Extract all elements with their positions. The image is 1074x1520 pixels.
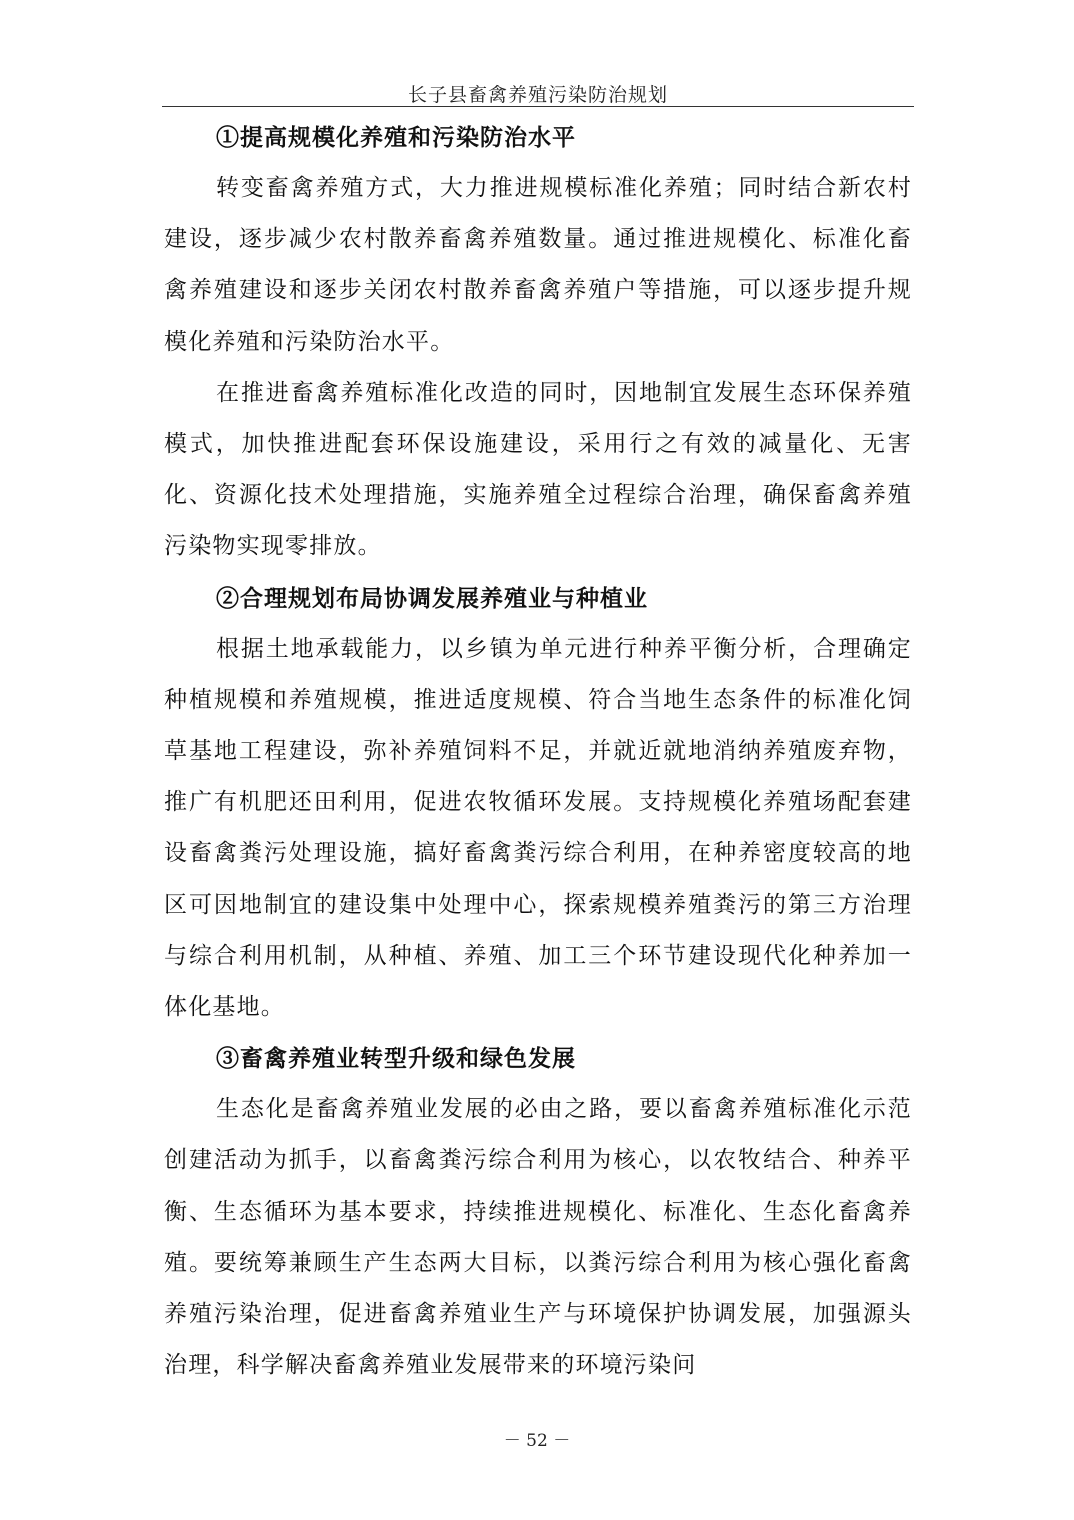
page-number: － 52 －: [503, 1431, 571, 1451]
paragraph-1: 转变畜禽养殖方式，大力推进规模标准化养殖；同时结合新农村建设，逐步减少农村散养畜禽养殖数量。通过推进规模化、标准化畜禽养殖建设和逐步关闭农村散养畜禽养殖户等措施，可以逐步提升规模化养殖和污染防治水平。: [164, 175, 912, 355]
paragraph-3: 根据土地承载能力，以乡镇为单元进行种养平衡分析，合理确定种植规模和养殖规模，推进适度规模、符合当地生态条件的标准化饲草基地工程建设，弥补养殖饲料不足，并就近就地消纳养殖废弃物，推广有机肥还田利用，促进农牧循环发展。支持规模化养殖场配套建设畜禽粪污处理设施，搞好畜禽粪污综合利用，在种养密度较高的地区可因地制宜的建设集中处理中心，探索规模养殖粪污的第三方治理与综合利用机制，从种植、养殖、加工三个环节建设现代化种养加一体化基地。: [164, 635, 912, 1021]
paragraph-2: 在推进畜禽养殖标准化改造的同时，因地制宜发展生态环保养殖模式，加快推进配套环保设施建设，采用行之有效的减量化、无害化、资源化技术处理措施，实施养殖全过程综合治理，确保畜禽养殖污染物实现零排放。: [164, 379, 912, 560]
page-header: [162, 74, 914, 107]
paragraph-4: 生态化是畜禽养殖业发展的必由之路，要以畜禽养殖标准化示范创建活动为抓手，以畜禽粪污综合利用为核心，以农牧结合、种养平衡、生态循环为基本要求，持续推进规模化、标准化、生态化畜禽养殖。要统筹兼顾生产生态两大目标，以粪污综合利用为核心强化畜禽养殖污染治理，促进畜禽养殖业生产与环境保护协调发展，加强源头治理，科学解决畜禽养殖业发展带来的环境污染问: [164, 1096, 912, 1379]
document-title: 长子县畜禽养殖污染防治规划: [407, 84, 668, 106]
section-heading-3: ③畜禽养殖业转型升级和绿色发展: [216, 1045, 576, 1073]
document-body: [164, 112, 912, 1391]
section-heading-1: ①提高规模化养殖和污染防治水平: [216, 124, 576, 151]
section-heading-2: ②合理规划布局协调发展养殖业与种植业: [216, 584, 648, 612]
